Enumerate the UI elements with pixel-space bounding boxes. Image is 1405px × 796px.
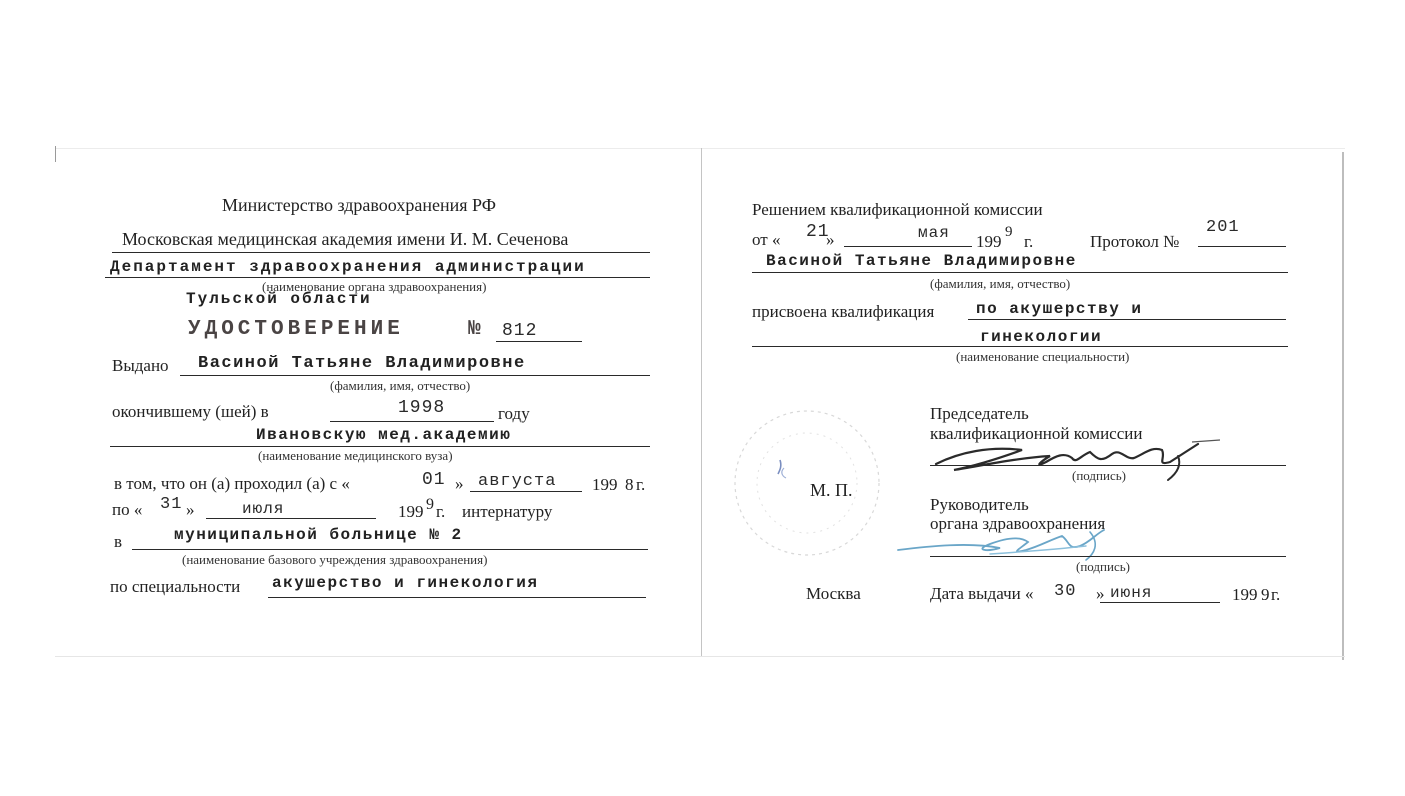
head-title-line-1: Руководитель: [930, 495, 1029, 514]
to-month: июля: [242, 500, 285, 518]
decision-close-quote: »: [826, 230, 835, 249]
year-word: году: [498, 404, 530, 423]
paper-right-edge: [1342, 152, 1344, 660]
specialty-underline: [268, 597, 646, 598]
decision-month: мая: [918, 224, 950, 242]
from-close-quote: »: [455, 474, 464, 493]
stamp-label: М. П.: [810, 480, 853, 500]
issue-year-suffix: г.: [1271, 585, 1281, 604]
specialty-value: акушерство и гинекология: [272, 574, 539, 592]
graduated-underline: [330, 421, 494, 422]
center-fold: [701, 148, 702, 656]
issue-month-underline: [1100, 602, 1220, 603]
to-month-underline: [206, 518, 376, 519]
issued-caption: (фамилия, имя, отчество): [330, 378, 471, 393]
issue-year-digit: 9: [1261, 585, 1270, 604]
department-underline: [105, 277, 650, 278]
qualification-line-2: гинекологии: [980, 328, 1103, 346]
from-year-prefix: 199: [592, 475, 618, 494]
graduated-label: окончившему (шей) в: [112, 402, 269, 421]
decision-day: 21: [806, 222, 830, 242]
to-day: 31: [160, 495, 183, 514]
official-stamp: [722, 398, 892, 568]
decision-year-suffix: г.: [1024, 232, 1034, 251]
graduated-year: 1998: [398, 398, 446, 418]
from-month-underline: [470, 491, 582, 492]
certificate-number: 812: [502, 321, 538, 341]
issue-year-prefix: 199: [1232, 585, 1258, 604]
department-line-2: Тульской области: [186, 290, 372, 308]
chair-signature-caption: (подпись): [1072, 468, 1126, 483]
from-day: 01: [422, 470, 446, 490]
from-year-digit: 8: [625, 475, 634, 494]
head-signature: [890, 520, 1150, 564]
issue-city: Москва: [806, 584, 861, 603]
ministry-heading: Министерство здравоохранения РФ: [222, 195, 496, 215]
issue-month: июня: [1110, 584, 1153, 602]
paper-bottom-edge: [55, 656, 1345, 657]
head-signature-caption: (подпись): [1076, 559, 1130, 574]
to-year-digit: 9: [426, 496, 434, 513]
internship-label: интернатуру: [462, 502, 553, 521]
issue-close-quote: »: [1096, 584, 1105, 603]
decision-year-digit: 9: [1005, 224, 1013, 240]
protocol-label: Протокол №: [1090, 232, 1180, 251]
from-date-label: в том, что он (а) проходил (а) с «: [114, 474, 350, 493]
assigned-label: присвоена квалификация: [752, 302, 935, 321]
to-date-label: по «: [112, 500, 143, 519]
issued-label: Выдано: [112, 356, 169, 375]
qualification-underline-2: [752, 346, 1288, 347]
decision-month-underline: [844, 246, 972, 247]
issued-to-name: Васиной Татьяне Владимировне: [198, 354, 526, 373]
protocol-number: 201: [1206, 218, 1240, 237]
in-label: в: [114, 532, 123, 551]
university-underline: [110, 446, 650, 447]
chair-title-line-1: Председатель: [930, 404, 1029, 423]
base-caption: (наименование базового учреждения здравоохранения): [182, 552, 488, 567]
base-institution: муниципальной больнице № 2: [174, 526, 463, 544]
specialty-label: по специальности: [110, 577, 241, 596]
qualification-underline-1: [968, 319, 1286, 320]
issue-date-label: Дата выдачи «: [930, 584, 1034, 603]
right-name-underline: [752, 272, 1288, 273]
issued-underline: [180, 375, 650, 376]
certificate-title: УДОСТОВЕРЕНИЕ: [188, 318, 404, 341]
number-underline: [496, 341, 582, 342]
department-line-1: Департамент здравоохранения администрации: [110, 258, 586, 276]
paper-left-mark: [55, 146, 56, 162]
academy-underline: [112, 252, 650, 253]
head-title-line-2: органа здравоохранения: [930, 514, 1106, 533]
paper-top-edge: [55, 148, 1345, 149]
university-caption: (наименование медицинского вуза): [258, 448, 453, 463]
base-underline: [132, 549, 648, 550]
issue-day: 30: [1054, 582, 1077, 601]
decision-year-prefix: 199: [976, 232, 1002, 251]
university-name: Ивановскую мед.академию: [256, 426, 512, 444]
specialty-caption: (наименование специальности): [956, 349, 1130, 364]
head-signature-line: [930, 556, 1286, 557]
protocol-underline: [1198, 246, 1286, 247]
chair-title-line-2: квалификационной комиссии: [930, 424, 1143, 443]
org-caption: (наименование органа здравоохранения): [262, 279, 487, 294]
from-year-suffix: г.: [636, 475, 646, 494]
academy-name: Московская медицинская академия имени И. М. Сеченова: [122, 229, 569, 249]
certificate-sheet: [55, 140, 1345, 660]
number-label: №: [468, 318, 481, 341]
chair-signature-line: [930, 465, 1286, 466]
qualification-line-1: по акушерству и: [976, 300, 1143, 318]
to-year-prefix: 199: [398, 502, 424, 521]
decision-heading: Решением квалификационной комиссии: [752, 200, 1043, 219]
from-month: августа: [478, 472, 557, 491]
to-close-quote: »: [186, 500, 195, 519]
decision-from-label: от «: [752, 230, 781, 249]
to-year-suffix: г.: [436, 502, 446, 521]
right-name-caption: (фамилия, имя, отчество): [930, 276, 1071, 291]
right-recipient-name: Васиной Татьяне Владимировне: [766, 252, 1077, 270]
